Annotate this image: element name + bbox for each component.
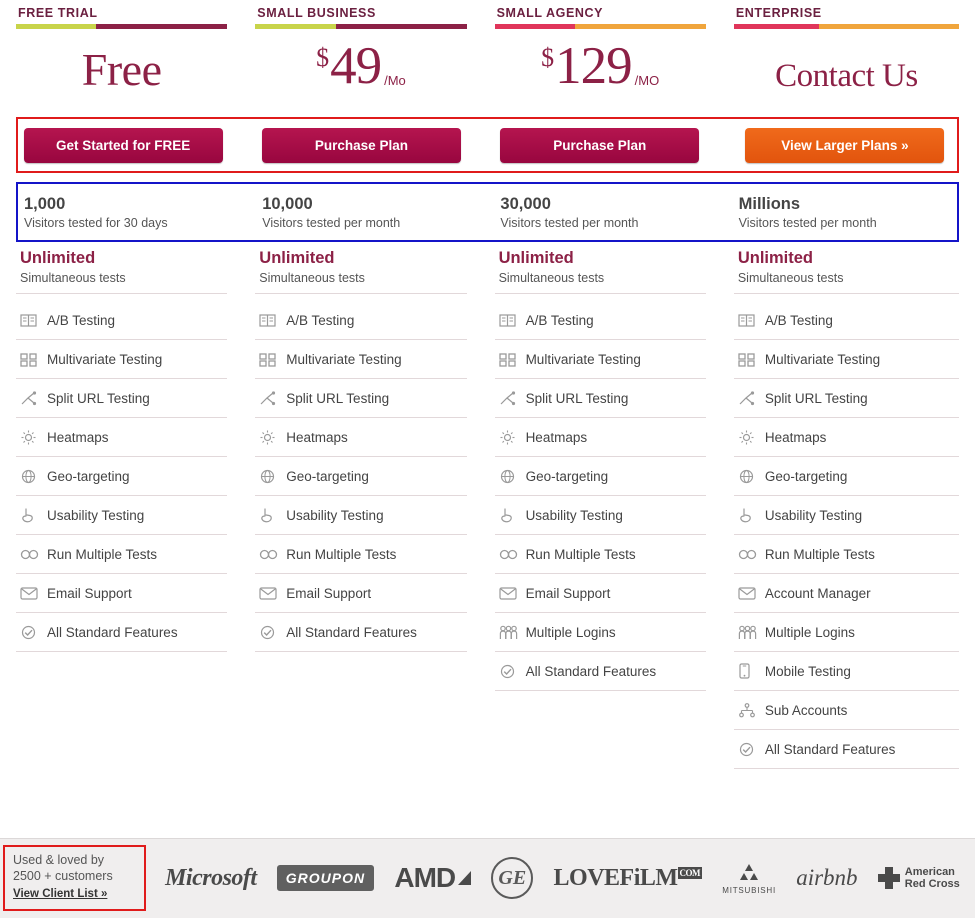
plan-price-value: Contact Us (775, 58, 918, 94)
feature-label: Heatmaps (47, 429, 109, 445)
feature-label: All Standard Features (525, 663, 657, 679)
plan-price-value: Free (81, 44, 162, 95)
ab-testing-icon (259, 310, 283, 330)
feature-row (734, 730, 959, 769)
feature-row (495, 574, 706, 613)
feature-row (255, 574, 466, 613)
visitors-description: Visitors tested for 30 days (24, 216, 168, 231)
unlimited-title: Unlimited (20, 249, 96, 267)
feature-row (255, 418, 466, 457)
geo-targeting-icon (20, 466, 44, 486)
feature-label: Multiple Logins (525, 624, 616, 640)
feature-label: Heatmaps (764, 429, 827, 445)
plan-price-value: 49 (330, 37, 382, 95)
heatmaps-icon (738, 427, 762, 447)
mitsubishi-logo-text: MITSUBISHI (722, 885, 777, 895)
visitors-cell (256, 194, 494, 231)
feature-row (255, 613, 466, 652)
run-multiple-tests-icon (20, 544, 44, 564)
feature-row (255, 457, 466, 496)
feature-label: All Standard Features (764, 741, 896, 757)
feature-row (734, 496, 959, 535)
run-multiple-tests-icon (259, 544, 283, 564)
plan-column-small-business (255, 0, 494, 95)
plan-accent-bar (734, 24, 959, 29)
mitsubishi-logo (722, 855, 776, 901)
plan-accent-bar (255, 24, 466, 29)
feature-label: Heatmaps (525, 429, 588, 445)
lovefilm-logo-text: LOVEFiLM (553, 864, 678, 891)
visitors-count: 10,000 (262, 194, 313, 213)
red-cross-icon (878, 867, 900, 889)
heatmaps-icon (499, 427, 523, 447)
feature-row (16, 379, 227, 418)
feature-row (255, 496, 466, 535)
plan-name: FREE TRIAL (18, 6, 98, 20)
cta-row-highlight (16, 117, 959, 173)
feature-row (734, 613, 959, 652)
amd-logo (394, 855, 471, 901)
groupon-logo (277, 855, 374, 901)
purchase-plan-button-small-business[interactable]: Purchase Plan (262, 128, 461, 163)
feature-label: Multivariate Testing (764, 351, 881, 367)
feature-row (16, 418, 227, 457)
microsoft-logo (165, 855, 257, 901)
unlimited-title: Unlimited (737, 249, 814, 267)
feature-label: Usability Testing (764, 507, 863, 523)
feature-row (734, 691, 959, 730)
feature-row (495, 379, 706, 418)
plan-accent-bar-left (495, 24, 575, 29)
geo-targeting-icon (499, 466, 523, 486)
feature-row (16, 340, 227, 379)
feature-row (16, 613, 227, 652)
feature-row (16, 574, 227, 613)
unlimited-subtitle: Simultaneous tests (16, 269, 227, 294)
feature-row (255, 379, 466, 418)
multivariate-testing-icon (20, 349, 44, 369)
plan-column-small-agency (495, 0, 734, 95)
all-standard-features-icon (738, 739, 762, 759)
unlimited-subtitle: Simultaneous tests (495, 269, 706, 294)
purchase-plan-button-small-agency[interactable]: Purchase Plan (500, 128, 699, 163)
usability-testing-icon (499, 505, 523, 525)
mobile-testing-icon (738, 661, 762, 681)
run-multiple-tests-icon (499, 544, 523, 564)
heatmaps-icon (20, 427, 44, 447)
airbnb-logo (796, 855, 857, 901)
split-url-testing-icon (259, 388, 283, 408)
feature-row (16, 457, 227, 496)
feature-row (495, 613, 706, 652)
feature-row (734, 379, 959, 418)
plan-price (495, 29, 706, 95)
feature-row (16, 535, 227, 574)
feature-label: Sub Accounts (764, 702, 848, 718)
visitors-cell (733, 194, 957, 231)
unlimited-cell (495, 248, 734, 294)
feature-list-small-agency (495, 301, 734, 769)
multivariate-testing-icon (259, 349, 283, 369)
visitors-description: Visitors tested per month (500, 216, 639, 231)
feature-label: Run Multiple Tests (286, 546, 397, 562)
email-support-icon (499, 583, 523, 603)
feature-label: A/B Testing (525, 312, 594, 328)
plan-column-enterprise (734, 0, 959, 95)
all-standard-features-icon (259, 622, 283, 642)
amd-logo-text: AMD (394, 862, 456, 893)
feature-row (495, 340, 706, 379)
plan-price-period: /Mo (384, 73, 406, 88)
plan-accent-bar-right (336, 24, 467, 29)
feature-label: Email Support (525, 585, 611, 601)
plan-accent-bar-right (96, 24, 227, 29)
visitors-description: Visitors tested per month (738, 216, 877, 231)
heatmaps-icon (259, 427, 283, 447)
microsoft-logo-text: Microsoft (165, 864, 257, 891)
visitors-count: 30,000 (500, 194, 551, 213)
cta-cell (733, 128, 957, 163)
view-client-list-link[interactable]: View Client List » (13, 888, 108, 901)
plan-accent-bar-left (16, 24, 96, 29)
feature-list-small-business (255, 301, 494, 769)
feature-lists (16, 301, 959, 769)
feature-row (734, 652, 959, 691)
split-url-testing-icon (20, 388, 44, 408)
plan-accent-bar-right (575, 24, 706, 29)
all-standard-features-icon (499, 661, 523, 681)
feature-row (495, 418, 706, 457)
plan-columns (0, 0, 975, 95)
ab-testing-icon (738, 310, 762, 330)
feature-label: Multivariate Testing (47, 351, 163, 367)
ge-logo-text: GE (491, 857, 533, 899)
view-larger-plans-button[interactable]: View Larger Plans » (745, 128, 944, 163)
feature-label: Split URL Testing (525, 390, 629, 406)
feature-label: Usability Testing (525, 507, 623, 523)
plan-column-free-trial (16, 0, 255, 95)
feature-label: Multivariate Testing (525, 351, 641, 367)
feature-row (16, 301, 227, 340)
plan-accent-bar-right (819, 24, 959, 29)
feature-label: Geo-targeting (47, 468, 130, 484)
plan-name: SMALL BUSINESS (257, 6, 376, 20)
feature-label: Usability Testing (286, 507, 384, 523)
split-url-testing-icon (499, 388, 523, 408)
feature-label: All Standard Features (47, 624, 178, 640)
feature-label: Email Support (286, 585, 372, 601)
unlimited-cell (255, 248, 494, 294)
usability-testing-icon (259, 505, 283, 525)
feature-label: Usability Testing (47, 507, 145, 523)
visitors-description: Visitors tested per month (262, 216, 401, 231)
cta-cell (256, 128, 494, 163)
visitors-row-highlight (16, 182, 959, 242)
feature-label: Split URL Testing (764, 390, 868, 406)
feature-label: Geo-targeting (286, 468, 369, 484)
account-manager-icon (738, 583, 762, 603)
feature-label: Split URL Testing (47, 390, 150, 406)
feature-label: Mobile Testing (764, 663, 851, 679)
feature-label: A/B Testing (47, 312, 116, 328)
unlimited-cell (734, 248, 959, 294)
lovefilm-logo-sup: COM (679, 867, 701, 878)
lovefilm-logo (554, 855, 703, 901)
feature-row (16, 496, 227, 535)
multiple-logins-icon (738, 622, 762, 642)
geo-targeting-icon (259, 466, 283, 486)
feature-label: A/B Testing (286, 312, 355, 328)
feature-row (734, 340, 959, 379)
get-started-free-button[interactable]: Get Started for FREE (24, 128, 223, 163)
geo-targeting-icon (738, 466, 762, 486)
plan-price (16, 29, 227, 95)
visitors-count: Millions (738, 194, 801, 213)
feature-row (495, 457, 706, 496)
feature-label: Split URL Testing (286, 390, 390, 406)
plan-price-period: /MO (634, 73, 660, 88)
feature-row (495, 652, 706, 691)
run-multiple-tests-icon (738, 544, 762, 564)
plan-accent-bar (495, 24, 706, 29)
ab-testing-icon (20, 310, 44, 330)
groupon-logo-text: GROUPON (277, 865, 374, 891)
unlimited-cell (16, 248, 255, 294)
logo-strip (155, 845, 970, 911)
feature-row (255, 340, 466, 379)
plan-accent-bar (16, 24, 227, 29)
unlimited-subtitle: Simultaneous tests (255, 269, 466, 294)
airbnb-logo-text: airbnb (796, 865, 858, 890)
sub-accounts-icon (738, 700, 762, 720)
multivariate-testing-icon (738, 349, 762, 369)
feature-row (734, 301, 959, 340)
plan-accent-bar-left (734, 24, 820, 29)
plan-accent-bar-left (255, 24, 335, 29)
unlimited-row (16, 248, 959, 294)
feature-row (255, 535, 466, 574)
feature-label: Geo-targeting (764, 468, 848, 484)
feature-label: Run Multiple Tests (47, 546, 158, 562)
american-red-cross-logo (878, 855, 960, 901)
unlimited-title: Unlimited (498, 249, 574, 267)
plan-price-currency: $ (316, 43, 330, 72)
plan-price-value: 129 (555, 37, 632, 95)
feature-list-free-trial (16, 301, 255, 769)
feature-row (734, 574, 959, 613)
visitors-count: 1,000 (24, 194, 66, 213)
email-support-icon (259, 583, 283, 603)
used-loved-line1: Used & loved by (13, 853, 105, 867)
feature-list-enterprise (734, 301, 959, 769)
email-support-icon (20, 583, 44, 603)
feature-row (734, 535, 959, 574)
amd-arrow-icon (458, 871, 471, 885)
red-cross-line1: American (904, 865, 955, 878)
plan-name: ENTERPRISE (735, 6, 822, 20)
used-loved-line2: 2500 + customers (13, 868, 113, 883)
feature-label: Email Support (47, 585, 132, 601)
usability-testing-icon (20, 505, 44, 525)
all-standard-features-icon (20, 622, 44, 642)
feature-row (495, 301, 706, 340)
visitors-cell (494, 194, 732, 231)
feature-row (255, 301, 466, 340)
cta-cell (495, 128, 733, 163)
feature-label: Multiple Logins (764, 624, 855, 640)
mitsubishi-diamonds-icon (736, 862, 762, 884)
plan-price (734, 29, 959, 95)
feature-row (495, 535, 706, 574)
red-cross-line2: Red Cross (904, 878, 960, 890)
plan-price-currency: $ (541, 43, 555, 72)
usability-testing-icon (738, 505, 762, 525)
plan-name: SMALL AGENCY (496, 6, 604, 20)
feature-label: Geo-targeting (525, 468, 609, 484)
plan-price (255, 29, 466, 95)
unlimited-title: Unlimited (259, 249, 335, 267)
feature-label: Multivariate Testing (286, 351, 402, 367)
feature-row (495, 496, 706, 535)
feature-label: Run Multiple Tests (764, 546, 875, 562)
feature-row (734, 457, 959, 496)
ab-testing-icon (499, 310, 523, 330)
cta-cell (18, 128, 256, 163)
feature-label: All Standard Features (286, 624, 417, 640)
feature-row (734, 418, 959, 457)
visitors-cell (18, 194, 256, 231)
feature-label: Account Manager (764, 585, 871, 601)
feature-label: Heatmaps (286, 429, 348, 445)
used-and-loved-box (3, 845, 146, 911)
multivariate-testing-icon (499, 349, 523, 369)
split-url-testing-icon (738, 388, 762, 408)
feature-label: Run Multiple Tests (525, 546, 636, 562)
multiple-logins-icon (499, 622, 523, 642)
unlimited-subtitle: Simultaneous tests (734, 269, 959, 294)
feature-label: A/B Testing (764, 312, 833, 328)
ge-logo (491, 855, 533, 901)
